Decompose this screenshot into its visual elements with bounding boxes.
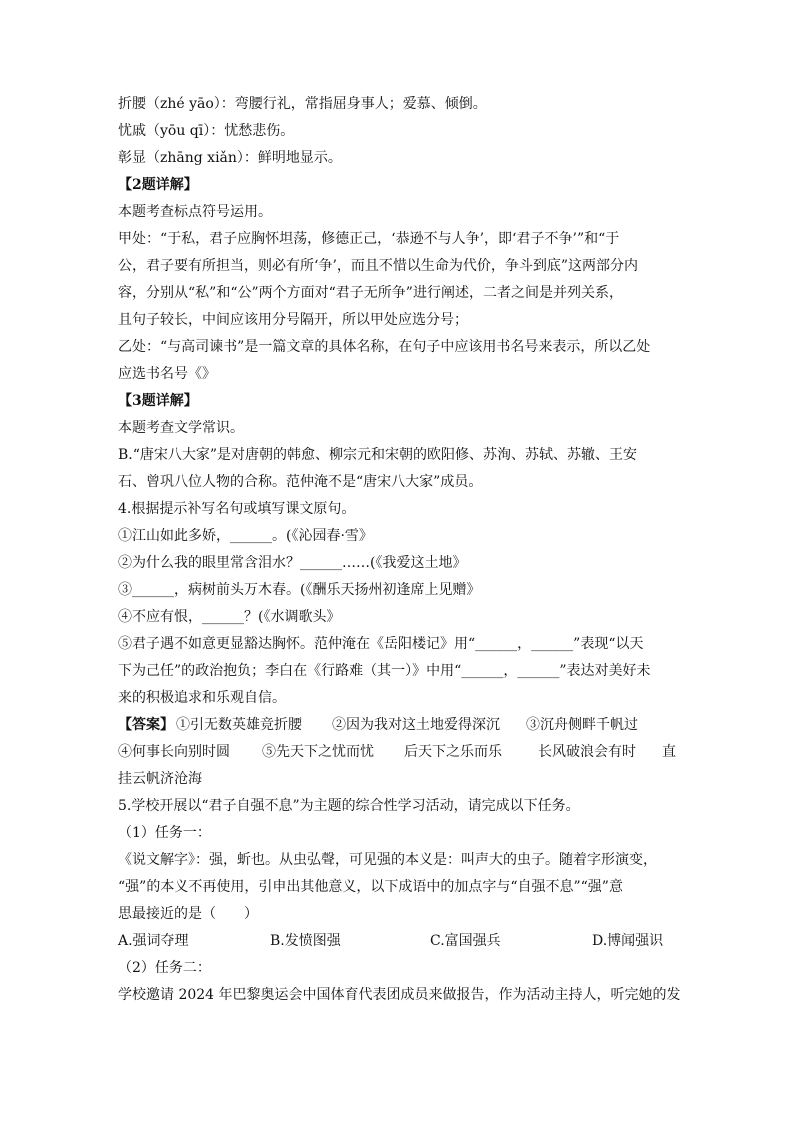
question-4-item-4: ④不应有恨，______？(《水调歌头》 — [118, 609, 341, 625]
text-line: 本题考查标点符号运用。 — [118, 204, 272, 220]
question-4-item-2: ②为什么我的眼里常含泪水？______……(《我爱这土地》 — [118, 555, 467, 571]
text-line: 石、曾巩八位人物的合称。范仲淹不是“唐宋八大家”成员。 — [118, 474, 483, 490]
text-line: 乙处：“与高司谏书”是一篇文章的具体名称，在句子中应该用书名号来表示，所以乙处 — [118, 339, 651, 355]
task-1-heading: （1）任务一： — [118, 825, 211, 841]
question-4-item-1: ①江山如此多娇，______。(《沁园春·雪》 — [118, 528, 373, 544]
question-4-item-5-cont: 来的积极追求和乐观自信。 — [118, 690, 286, 706]
gloss-youqi: 忧戚（yōu qī）：忧愁悲伤。 — [118, 123, 295, 139]
question-5: 5.学校开展以“君子自强不息”为主题的综合性学习活动，请完成以下任务。 — [118, 798, 580, 814]
answer-item: 直 — [662, 744, 676, 760]
question-4-item-5: ⑤君子遇不如意更显豁达胸怀。范仲淹在《岳阳楼记》用“______，______”表现“以天 — [118, 636, 644, 652]
answer-item: ①引无数英雄竞折腰 — [176, 717, 302, 733]
question-4-item-3: ③______，病树前头万木春。(《酬乐天扬州初逢席上见赠》 — [118, 582, 481, 598]
task-1-text: “强”的本义不再使用，引申出其他意义，以下成语中的加点字与“自强不息”“强”意 — [118, 879, 623, 895]
answer-item: 长风破浪会有时 — [538, 744, 636, 760]
text-line: B.“唐宋八大家”是对唐朝的韩愈、柳宗元和宋朝的欧阳修、苏洵、苏轼、苏辙、王安 — [118, 447, 638, 463]
text-line: 容，分别从“私”和“公”两个方面对“君子无所争”进行阐述，二者之间是并列关系， — [118, 285, 623, 301]
text-line: 甲处：“于私，君子应胸怀坦荡，修德正己，‘恭逊不与人争’，即‘君子不争’”和“于 — [118, 231, 620, 247]
answer-label: 【答案】 — [118, 717, 174, 733]
option-c: C.富国强兵 — [430, 933, 501, 949]
answer-item: 挂云帆济沧海 — [118, 771, 202, 787]
answer-item: ③沉舟侧畔千帆过 — [526, 717, 638, 733]
option-d: D.博闻强识 — [592, 933, 664, 949]
section-heading-q3: 【3题详解】 — [118, 393, 198, 409]
answer-item: ⑤先天下之忧而忧 — [262, 744, 374, 760]
text-line: 且句子较长，中间应该用分号隔开，所以甲处应选分号； — [118, 312, 468, 328]
question-4-item-5-cont: 下为己任”的政治抱负；李白在《行路难（其一）》中用“______，______”表达对美好未 — [118, 663, 651, 679]
gloss-zhangxian: 彰显（zhāng xiǎn）：鲜明地显示。 — [118, 150, 342, 166]
option-a: A.强词夺理 — [118, 933, 189, 949]
text-line: 本题考查文学常识。 — [118, 420, 244, 436]
option-b: B.发愤图强 — [270, 933, 341, 949]
gloss-zheyao: 折腰（zhé yāo）：弯腰行礼，常指屈身事人；爱慕、倾倒。 — [118, 96, 487, 112]
task-1-text: 思最接近的是（ ） — [118, 906, 258, 922]
question-4: 4.根据提示补写名句或填写课文原句。 — [118, 501, 356, 517]
task-2-heading: （2）任务二： — [118, 960, 211, 976]
task-2-text: 学校邀请 2024 年巴黎奥运会中国体育代表团成员来做报告，作为活动主持人，听完她的发 — [118, 987, 681, 1003]
text-line: 公，君子要有所担当，则必有所‘争’，而且不惜以生命为代价，争斗到底”这两部分内 — [118, 258, 639, 274]
answer-item: ②因为我对这土地爱得深沉 — [332, 717, 500, 733]
answer-item: 后天下之乐而乐 — [404, 744, 502, 760]
section-heading-q2: 【2题详解】 — [118, 177, 198, 193]
answer-item: ④何事长向别时圆 — [118, 744, 230, 760]
task-1-text: 《说文解字》：强，蚚也。从虫弘聲，可见强的本义是：叫声大的虫子。随着字形演变， — [118, 852, 657, 868]
text-line: 应选书名号《》 — [118, 366, 216, 382]
